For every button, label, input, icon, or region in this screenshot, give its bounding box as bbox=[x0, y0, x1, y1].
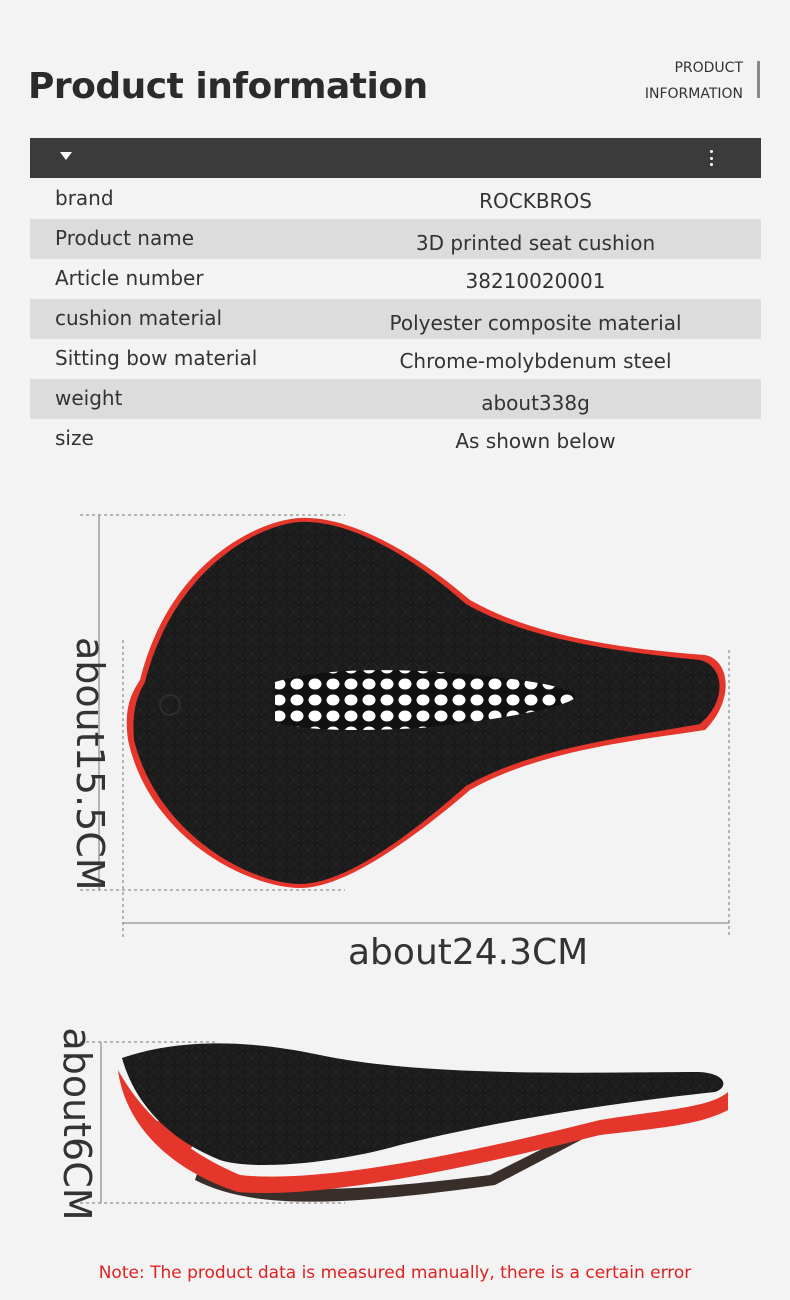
info-table bbox=[30, 179, 761, 459]
row-value: Chrome-molybdenum steel bbox=[399, 349, 672, 373]
table-row-weight bbox=[30, 379, 761, 419]
row-value: As shown below bbox=[455, 429, 616, 453]
table-row-product-name bbox=[30, 219, 761, 259]
table-row-sitting-bow-material bbox=[30, 339, 761, 379]
corner-accent-bar bbox=[757, 61, 760, 98]
row-value: 3D printed seat cushion bbox=[415, 231, 656, 255]
table-row-brand bbox=[30, 179, 761, 219]
page-title: Product information bbox=[28, 66, 428, 107]
row-key: cushion material bbox=[55, 306, 223, 330]
row-key: brand bbox=[55, 186, 114, 210]
row-key: Article number bbox=[55, 266, 204, 290]
table-row-size bbox=[30, 419, 761, 459]
measurement-note: Note: The product data is measured manually, there is a certain error bbox=[98, 1263, 692, 1283]
table-header-bar bbox=[30, 138, 761, 178]
row-value: Polyester composite material bbox=[389, 311, 682, 335]
row-key: Product name bbox=[55, 226, 195, 250]
more-menu-icon[interactable] bbox=[709, 150, 713, 166]
saddle-top-view-illustration bbox=[0, 500, 790, 950]
row-key: weight bbox=[55, 386, 123, 410]
corner-label-line2: INFORMATION bbox=[644, 86, 743, 102]
corner-label-line1: PRODUCT bbox=[674, 60, 743, 76]
saddle-side-view-illustration bbox=[0, 1030, 790, 1220]
row-value: about338g bbox=[481, 391, 590, 415]
row-value: ROCKBROS bbox=[479, 189, 592, 213]
dimension-height-label: about6CM bbox=[55, 1027, 99, 1221]
table-row-article-number bbox=[30, 259, 761, 299]
saddle-top-pad bbox=[122, 1043, 723, 1165]
dropdown-arrow-icon[interactable] bbox=[60, 152, 72, 160]
row-key: Sitting bow material bbox=[55, 346, 258, 370]
dimension-length-label: about24.3CM bbox=[348, 932, 589, 973]
row-value: 38210020001 bbox=[465, 269, 606, 293]
corner-label bbox=[645, 55, 743, 107]
row-key: size bbox=[55, 426, 94, 450]
dimension-width-label: about15.5CM bbox=[68, 637, 112, 891]
table-row-cushion-material bbox=[30, 299, 761, 339]
